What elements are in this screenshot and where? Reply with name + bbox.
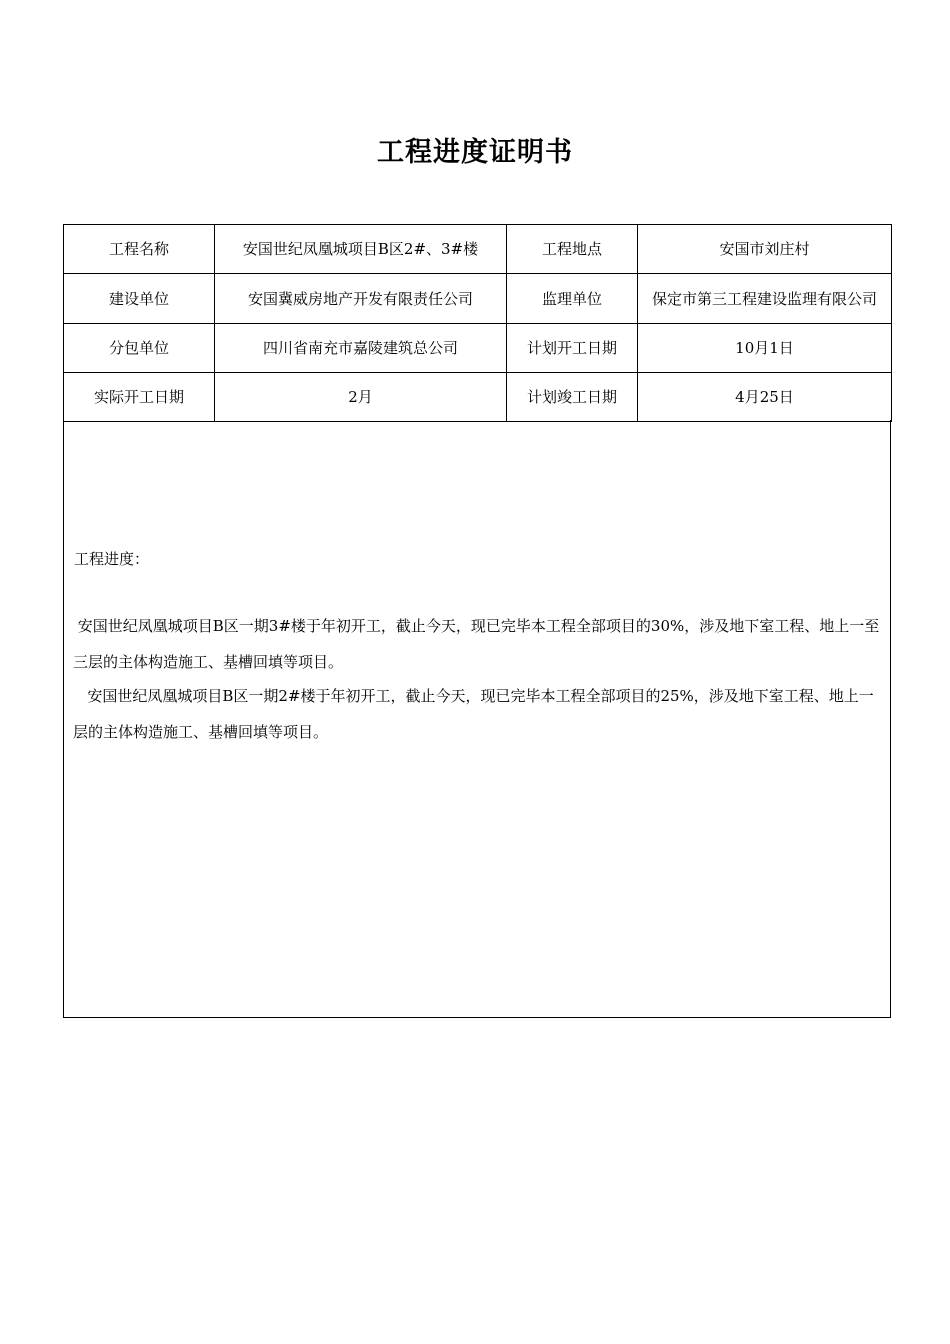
table-row: [64, 225, 892, 274]
value-construction-unit: 安国冀威房地产开发有限责任公司: [215, 274, 507, 324]
label-planned-start: 计划开工日期: [507, 324, 638, 373]
value-project-name: 安国世纪凤凰城项目B区2#、3#楼: [215, 225, 507, 274]
label-supervision-unit: 监理单位: [507, 274, 638, 324]
label-project-name: 工程名称: [64, 225, 215, 274]
table-row: [64, 274, 892, 324]
progress-section: [63, 420, 891, 1018]
progress-label: 工程进度：: [74, 550, 150, 568]
label-construction-unit: 建设单位: [64, 274, 215, 324]
project-info-table: [63, 224, 892, 422]
label-actual-start: 实际开工日期: [64, 373, 215, 422]
value-planned-start: 10月1日: [638, 324, 892, 373]
progress-paragraph-building-3: 安国世纪凤凰城项目B区一期3#楼于年初开工，截止今天，现已完毕本工程全部项目的30%，涉及地下室工程、地上一至三层的主体构造施工、基槽回填等项目。: [73, 617, 880, 671]
label-subcontractor: 分包单位: [64, 324, 215, 373]
table-row: [64, 324, 892, 373]
document-title: 工程进度证明书: [377, 137, 573, 168]
value-subcontractor: 四川省南充市嘉陵建筑总公司: [215, 324, 507, 373]
label-planned-completion: 计划竣工日期: [507, 373, 638, 422]
value-actual-start: 2月: [215, 373, 507, 422]
value-supervision-unit: 保定市第三工程建设监理有限公司: [638, 274, 892, 324]
value-planned-completion: 4月25日: [638, 373, 892, 422]
label-project-location: 工程地点: [507, 225, 638, 274]
table-row: [64, 373, 892, 422]
value-project-location: 安国市刘庄村: [638, 225, 892, 274]
progress-paragraph-building-2: 安国世纪凤凰城项目B区一期2#楼于年初开工，截止今天，现已完毕本工程全部项目的25%，涉及地下室工程、地上一层的主体构造施工、基槽回填等项目。: [73, 687, 874, 741]
